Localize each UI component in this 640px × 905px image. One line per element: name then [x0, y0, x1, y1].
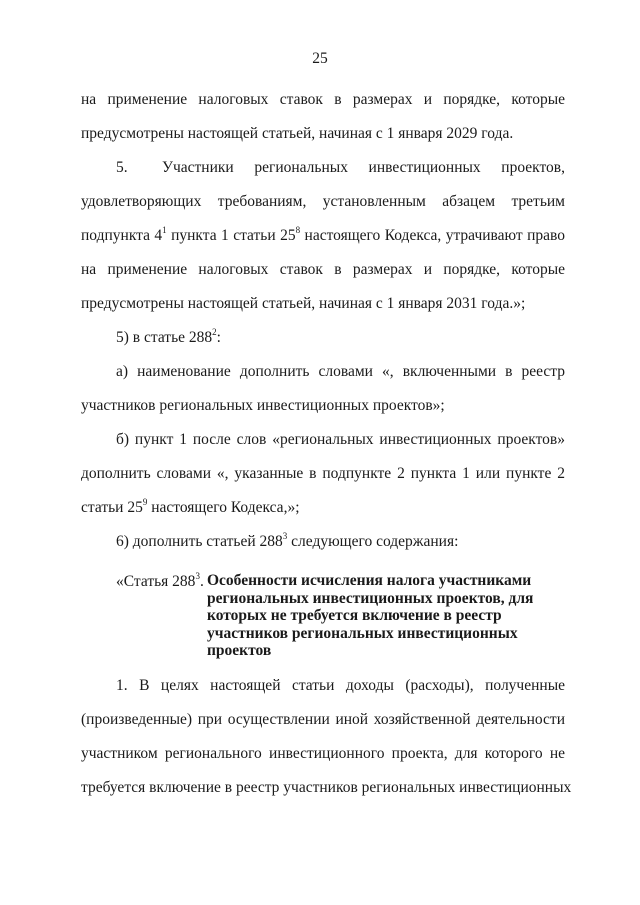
text-line: б) пункт 1 после слов «региональных инвестиционных проектов» [116, 431, 565, 448]
text-line: на применение налоговых ставок в размерах и порядке, которые [81, 261, 565, 278]
article-title: Особенности исчисления налога участниками региональных инвестиционных проектов, для которых не требуется включение в реестр участников региональных инвестиционных проектов [207, 572, 534, 659]
text-line: 5) в статье $288^2$: [116, 326, 221, 346]
paragraph-text: Участники региональных инвестиционных проектов, [162, 159, 565, 176]
text-line: статьи $25^9$ настоящего Кодекса,»; [81, 496, 300, 516]
text-line: предусмотрены настоящей статьей, начиная с 1 января 2029 года. [81, 125, 514, 142]
text-line: 1. В целях настоящей статьи доходы (расходы), полученные [116, 677, 565, 694]
paragraph-5-line [116, 158, 565, 178]
text-line: участником регионального инвестиционного проекта, для которого не [81, 745, 565, 762]
text-line: участников региональных инвестиционных проектов»; [81, 397, 445, 414]
text-line: а) наименование дополнить словами «, включенными в реестр [116, 363, 565, 380]
text-line: предусмотрены настоящей статьей, начиная с 1 января 2031 года.»; [81, 295, 526, 312]
article-label: «Статья $288^3$. [116, 570, 204, 590]
text-line: требуется включение в реестр участников региональных инвестиционных [81, 779, 572, 796]
page-number: 25 [312, 50, 328, 67]
text-line: дополнить словами «, указанные в подпункте 2 пункта 1 или пункте 2 [81, 465, 565, 482]
text-line: на применение налоговых ставок в размерах и порядке, которые [81, 91, 565, 108]
text-line: удовлетворяющих требованиям, установленным абзацем третьим [81, 193, 565, 210]
text-line: 6) дополнить статьей $288^3$ следующего содержания: [116, 530, 459, 550]
paragraph-number: 5. [116, 159, 128, 176]
text-line: (произведенные) при осуществлении иной хозяйственной деятельности [81, 711, 565, 728]
text-line: подпункта $4^1$ пункта 1 статьи $25^8$ настоящего Кодекса, утрачивают право [81, 224, 565, 244]
